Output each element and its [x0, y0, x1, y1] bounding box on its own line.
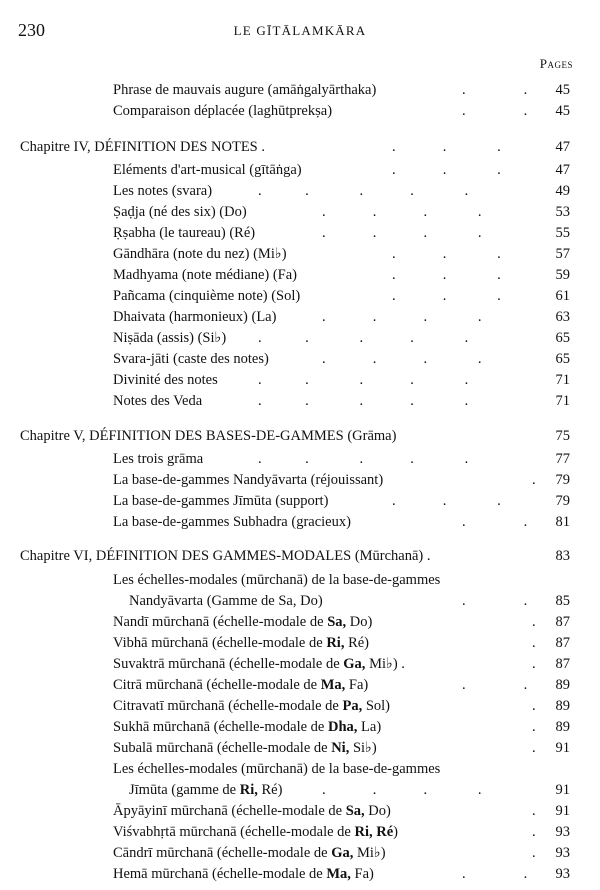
toc-entry-page: 45: [555, 82, 570, 98]
page-number: 230: [18, 20, 45, 40]
leader-dots: . . . .: [322, 309, 482, 325]
toc-entry-title: Chapitre V, DÉFINITION DES BASES-DE-GAMMES (Grāma): [20, 428, 397, 444]
toc-entry-page: 93: [555, 824, 570, 840]
toc-entry-title: Jīmūta (gamme de Ri, Ré): [129, 782, 283, 798]
toc-entry-title: Chapitre VI, DÉFINITION DES GAMMES-MODALES (Mūrchanā) .: [20, 548, 431, 564]
leader-dots: .: [532, 845, 536, 861]
leader-dots: . . .: [392, 493, 501, 509]
toc-entry-page: 79: [555, 472, 570, 488]
toc-entry-page: 59: [555, 267, 570, 283]
leader-dots: .: [532, 698, 536, 714]
leader-dots: . . .: [392, 162, 501, 178]
toc-entry-title: Les notes (svara): [113, 183, 213, 199]
toc-entry-title: Citravatī mūrchanā (échelle-modale de Pa, Sol): [113, 698, 391, 714]
toc-entry-title: Viśvabhṛtā mūrchanā (échelle-modale de Ri, Ré): [113, 824, 399, 840]
leader-dots: . .: [462, 514, 528, 530]
toc-entry-title: Citrā mūrchanā (échelle-modale de Ma, Fa): [113, 677, 369, 693]
leader-dots: .: [532, 656, 536, 672]
toc-entry-title: Svara-jāti (caste des notes): [113, 351, 269, 367]
toc-entry-page: 75: [555, 428, 570, 444]
toc-entry: [0, 717, 600, 739]
toc-entry-title: Vibhā mūrchanā (échelle-modale de Ri, Ré): [113, 635, 369, 651]
toc-entry-title: Les trois grāma: [113, 451, 204, 467]
toc-entry-page: 91: [555, 803, 570, 819]
toc-entry: [0, 181, 600, 203]
toc-entry: [0, 843, 600, 865]
toc-entry-page: 85: [555, 593, 570, 609]
toc-entry: [0, 328, 600, 350]
toc-entry-page: 89: [555, 677, 570, 693]
toc-entry-page: 93: [555, 866, 570, 882]
toc-entry: [0, 780, 600, 802]
toc-entry: [0, 696, 600, 718]
leader-dots: . .: [462, 593, 528, 609]
toc-entry-title: La base-de-gammes Nandyāvarta (réjouissant): [113, 472, 384, 488]
toc-entry-page: 93: [555, 845, 570, 861]
toc-entry: [0, 223, 600, 245]
leader-dots: .: [532, 472, 536, 488]
toc-entry: [0, 449, 600, 471]
toc-entry-title: Hemā mūrchanā (échelle-modale de Ma, Fa): [113, 866, 374, 882]
toc-entry-title: Suvaktrā mūrchanā (échelle-modale de Ga, Mi♭) .: [113, 656, 405, 672]
toc-entry: [0, 202, 600, 224]
toc-entry-page: 47: [555, 139, 570, 155]
running-title: LE GĪTĀLAMKĀRA: [233, 23, 367, 38]
leader-dots: . .: [462, 82, 528, 98]
leader-dots: . . . . .: [258, 183, 469, 199]
toc-entry-page: 61: [555, 288, 570, 304]
toc-entry: [0, 370, 600, 392]
toc-entry-title: Cāndrī mūrchanā (échelle-modale de Ga, Mi♭): [113, 845, 386, 861]
toc-entry: [0, 738, 600, 760]
leader-dots: . . . .: [322, 782, 482, 798]
toc-entry: [0, 470, 600, 492]
leader-dots: .: [532, 740, 536, 756]
leader-dots: . . . .: [322, 225, 482, 241]
toc-entry-page: 83: [555, 548, 570, 564]
toc-entry: [0, 864, 600, 886]
toc-entry: [0, 570, 600, 592]
toc-entry: [0, 80, 600, 102]
toc-entry-page: 65: [555, 351, 570, 367]
toc-chapter-heading: [0, 546, 600, 568]
toc-entry: [0, 612, 600, 634]
toc-entry-page: 91: [555, 782, 570, 798]
toc-entry: [0, 307, 600, 329]
toc-entry-title: La base-de-gammes Jīmūta (support): [113, 493, 329, 509]
toc-entry: [0, 391, 600, 413]
toc-entry-page: 79: [555, 493, 570, 509]
toc-entry-page: 49: [555, 183, 570, 199]
leader-dots: . . . . .: [258, 451, 469, 467]
toc-entry-page: 87: [555, 656, 570, 672]
leader-dots: . . . . .: [258, 372, 469, 388]
toc-entry: [0, 244, 600, 266]
toc-chapter-heading: [0, 137, 600, 159]
toc-entry-page: 63: [555, 309, 570, 325]
leader-dots: . . . .: [322, 351, 482, 367]
toc-entry-title: Divinité des notes: [113, 372, 218, 388]
leader-dots: . . . . .: [258, 393, 469, 409]
leader-dots: .: [532, 635, 536, 651]
toc-entry-title: Les échelles-modales (mūrchanā) de la base-de-gammes: [113, 572, 441, 588]
toc-entry-page: 71: [555, 393, 570, 409]
toc-entry: [0, 633, 600, 655]
toc-entry-title: Subalā mūrchanā (échelle-modale de Ni, Si♭): [113, 740, 377, 756]
toc-entry-page: 55: [555, 225, 570, 241]
toc-entry-page: 81: [555, 514, 570, 530]
toc-entry-page: 45: [555, 103, 570, 119]
toc-entry-title: Pañcama (cinquième note) (Sol): [113, 288, 301, 304]
toc-entry: [0, 101, 600, 123]
toc-entry-title: La base-de-gammes Subhadra (gracieux): [113, 514, 351, 530]
leader-dots: .: [532, 803, 536, 819]
toc-entry-title: Dhaivata (harmonieux) (La): [113, 309, 277, 325]
toc-entry-title: Sukhā mūrchanā (échelle-modale de Dha, La): [113, 719, 382, 735]
toc-entry-page: 89: [555, 698, 570, 714]
pages-column-label: Pages: [539, 56, 573, 71]
toc-entry: [0, 160, 600, 182]
toc-entry-page: 89: [555, 719, 570, 735]
toc-entry-page: 57: [555, 246, 570, 262]
toc-entry-title: Āpyāyinī mūrchanā (échelle-modale de Sa, Do): [113, 803, 391, 819]
toc-entry-title: Nandyāvarta (Gamme de Sa, Do): [129, 593, 323, 609]
toc-entry-page: 87: [555, 635, 570, 651]
toc-entry: [0, 591, 600, 613]
toc-entry-title: Niṣāda (assis) (Si♭): [113, 330, 227, 346]
leader-dots: . .: [462, 103, 528, 119]
toc-entry-title: Ṛṣabha (le taureau) (Ré): [113, 225, 256, 241]
leader-dots: . . . . .: [258, 330, 469, 346]
toc-entry-title: Gāndhāra (note du nez) (Mi♭): [113, 246, 287, 262]
toc-entry-page: 87: [555, 614, 570, 630]
toc-entry-page: 53: [555, 204, 570, 220]
leader-dots: .: [532, 824, 536, 840]
toc-entry-title: Madhyama (note médiane) (Fa): [113, 267, 297, 283]
toc-entry: [0, 822, 600, 844]
toc-entry-page: 77: [555, 451, 570, 467]
leader-dots: .: [532, 614, 536, 630]
toc-entry: [0, 349, 600, 371]
toc-entry: [0, 265, 600, 287]
toc-entry-title: Ṣaḍja (né des six) (Do): [113, 204, 247, 220]
toc-entry: [0, 491, 600, 513]
toc-entry-page: 71: [555, 372, 570, 388]
toc-entry-page: 91: [555, 740, 570, 756]
leader-dots: . . .: [392, 139, 501, 155]
toc-entry: [0, 759, 600, 781]
toc-entry-page: 47: [555, 162, 570, 178]
toc-entry-page: 65: [555, 330, 570, 346]
toc-entry: [0, 512, 600, 534]
toc-entry-title: Nandī mūrchanā (échelle-modale de Sa, Do): [113, 614, 373, 630]
toc-entry: [0, 801, 600, 823]
leader-dots: . . .: [392, 288, 501, 304]
leader-dots: . . .: [392, 246, 501, 262]
toc-entry: [0, 286, 600, 308]
leader-dots: . .: [462, 866, 528, 882]
toc-entry-title: Les échelles-modales (mūrchanā) de la base-de-gammes: [113, 761, 441, 777]
leader-dots: . . .: [392, 267, 501, 283]
toc-entry-title: Phrase de mauvais augure (amāṅgalyārthaka): [113, 82, 377, 98]
toc-entry-title: Notes des Veda: [113, 393, 203, 409]
toc-entry: [0, 675, 600, 697]
leader-dots: .: [532, 719, 536, 735]
leader-dots: . . . .: [322, 204, 482, 220]
toc-chapter-heading: [0, 426, 600, 448]
toc-entry: [0, 654, 600, 676]
toc-entry-title: Comparaison déplacée (laghūtprekṣa): [113, 103, 333, 119]
leader-dots: . .: [462, 677, 528, 693]
toc-entry-title: Chapitre IV, DÉFINITION DES NOTES .: [20, 139, 265, 155]
toc-entry-title: Eléments d'art-musical (gītāṅga): [113, 162, 302, 178]
